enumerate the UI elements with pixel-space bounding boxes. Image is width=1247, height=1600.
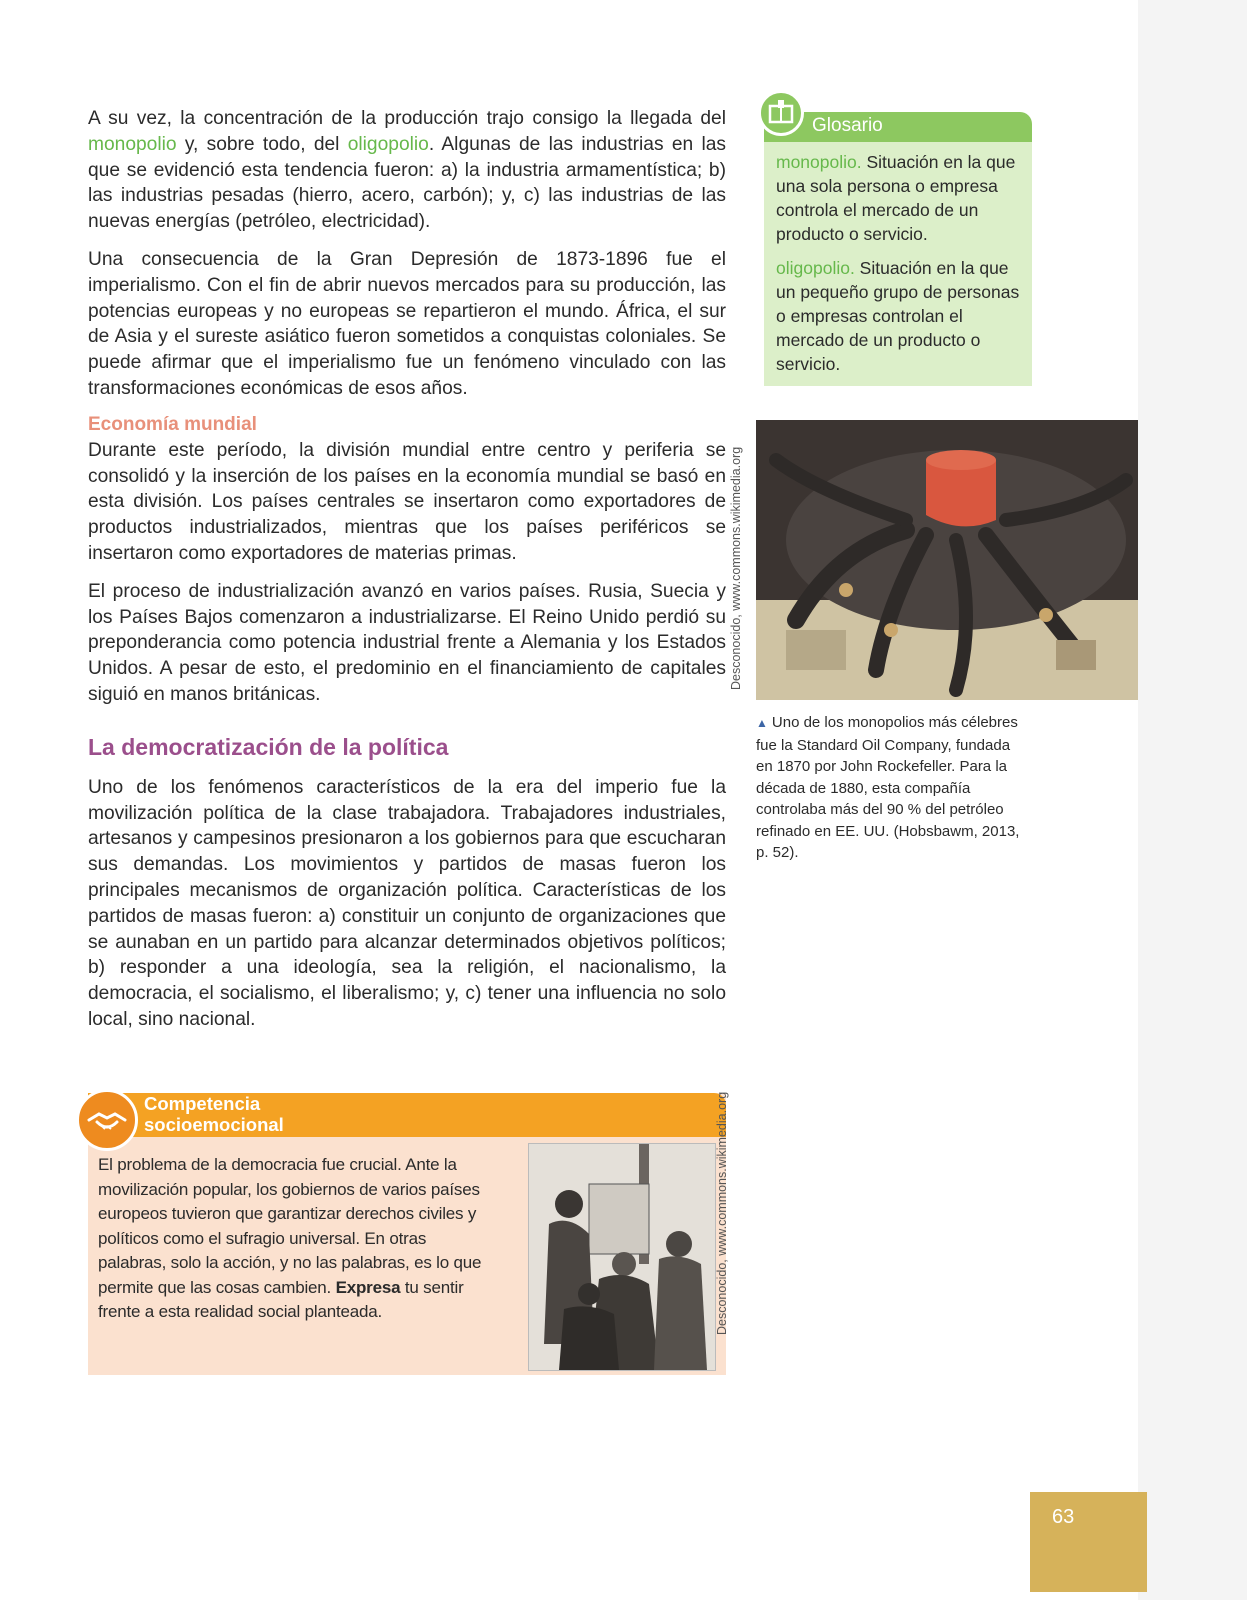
glossary-term: oligopolio. [776,258,855,278]
glossary-box [754,112,1032,386]
competencia-title [144,1093,284,1135]
image-credit-engraving: Desconocido, www.commons.wikimedia.org [715,1091,729,1335]
page-edge-shadow [1138,0,1247,1600]
competencia-text-part: tu sentir frente a esta realidad social planteada. [98,1277,464,1321]
paragraph-industrializacion: El proceso de industrialización avanzó en varios países. Rusia, Suecia y los Países Bajos comenzaron a industrializarse. El Reino Unido perdió su preponderancia como potencia industrial frente a Alemania y los Estados Unidos. A pesar de esto, el predominio en el financiamiento de capitales siguió en manos británicas. [88,580,726,705]
glossary-entry-oligopolio [776,256,1020,376]
competencia-text-part: El problema de la democracia fue crucial. Ante la movilización popular, los gobiernos de varios países europeos tuvieron que garantizar derechos civiles y políticos como el sufragio universal. En otras palabras, solo la acción, y no las palabras, es lo que permite que las cosas cambien. [98,1155,482,1297]
caption-text: Uno de los monopolios más célebres fue la Standard Oil Company, fundada en 1870 por John Rockefeller. Para la década de 1880, esta compañía controlaba más del 90 % del petróleo refinado en EE. UU. (Hobsbawm, 2013, p. 52). [756,714,1020,861]
historical-engraving-image [528,1143,716,1371]
paragraph-centro-periferia: Durante este período, la división mundial entre centro y periferia se consolidó y la inserción de los países en la economía mundial se basó en esta división. Los países centrales se insertaron como exportadores de productos industrializados, mientras que los países periféricos se insertaron como exportadores de materias primas. [88,439,726,564]
glossary-body [764,142,1032,386]
page-number: 63 [1052,1506,1075,1528]
paragraph-movilizacion: Uno de los fenómenos característicos de la era del imperio fue la movilización política de la clase trabajadora. Trabajadores industriales, artesanos y campesinos presionaron a los gobiernos para que escucharan sus demandas. Los movimientos y partidos de masas fueron los principales mecanismos de organización política. Características de los partidos de masas fueron: a) constituir un conjunto de organizaciones que se aunaban en un partido para alcanzar determinados objetivos políticos; b) responder a una ideología, sea la religión, el nacionalismo, la democracia, el socialismo, el liberalismo; y, c) tener una influencia no solo local, sino nacional. [88,776,726,1030]
competencia-title-line2: socioemocional [144,1114,284,1135]
main-column [88,106,726,1045]
competencia-title-line1: Competencia [144,1093,261,1114]
paragraph-imperialismo: Una consecuencia de la Gran Depresión de 1873-1896 fue el imperialismo. Con el fin de abrir nuevos mercados para su producción, las potencias europeas y no europeas se repartieron el mundo. África, el sur de Asia y el sureste asiático fueron sometidos a conquistas coloniales. Se puede afirmar que el imperialismo fue un fenómeno vinculado con las transformaciones económicas de esos años. [88,248,726,399]
glossary-title: Glosario [812,115,883,136]
paragraph-text: A su vez, la concentración de la producción trajo consigo la llegada del [88,108,726,129]
paragraph-text: . Algunas de las industrias en las que se evidenció esta tendencia fueron: a) la industria armamentística; b) las industrias pesadas (hierro, acero, carbón); y, c) las industrias de las nuevas energías (petróleo, electricidad). [88,133,726,233]
competencia-header [88,1093,726,1137]
competencia-text-bold: Expresa [335,1277,401,1297]
handshake-icon [76,1089,138,1151]
competencia-socioemocional-box [88,1093,726,1375]
glossary-term: monopolio. [776,152,862,172]
figure-caption [756,712,1026,864]
glossary-header [764,112,1032,142]
paragraph-text: y, sobre todo, del [176,133,348,155]
page-number-box [1030,1492,1147,1592]
standard-oil-octopus-cartoon [756,420,1138,700]
triangle-icon: ▲ [756,716,768,730]
glossary-entry-monopolio [776,150,1020,246]
keyword-monopolio[interactable]: monopolio [88,133,177,155]
paragraph-concentracion [88,106,726,235]
book-icon [758,90,804,136]
section-heading-democratizacion: La democratización de la política [88,733,449,760]
competencia-text [98,1153,488,1325]
glossary-definition: Situación en la que un pequeño grupo de personas o empresas controlan el mercado de un producto o servicio. [776,258,1020,374]
subheading-economia-mundial: Economía mundial [88,413,257,435]
keyword-oligopolio[interactable]: oligopolio [347,133,429,155]
glossary-definition: Situación en la que una sola persona o empresa controla el mercado de un producto o servicio. [776,152,1016,244]
image-credit-octopus: Desconocido, www.commons.wikimedia.org [729,446,743,690]
